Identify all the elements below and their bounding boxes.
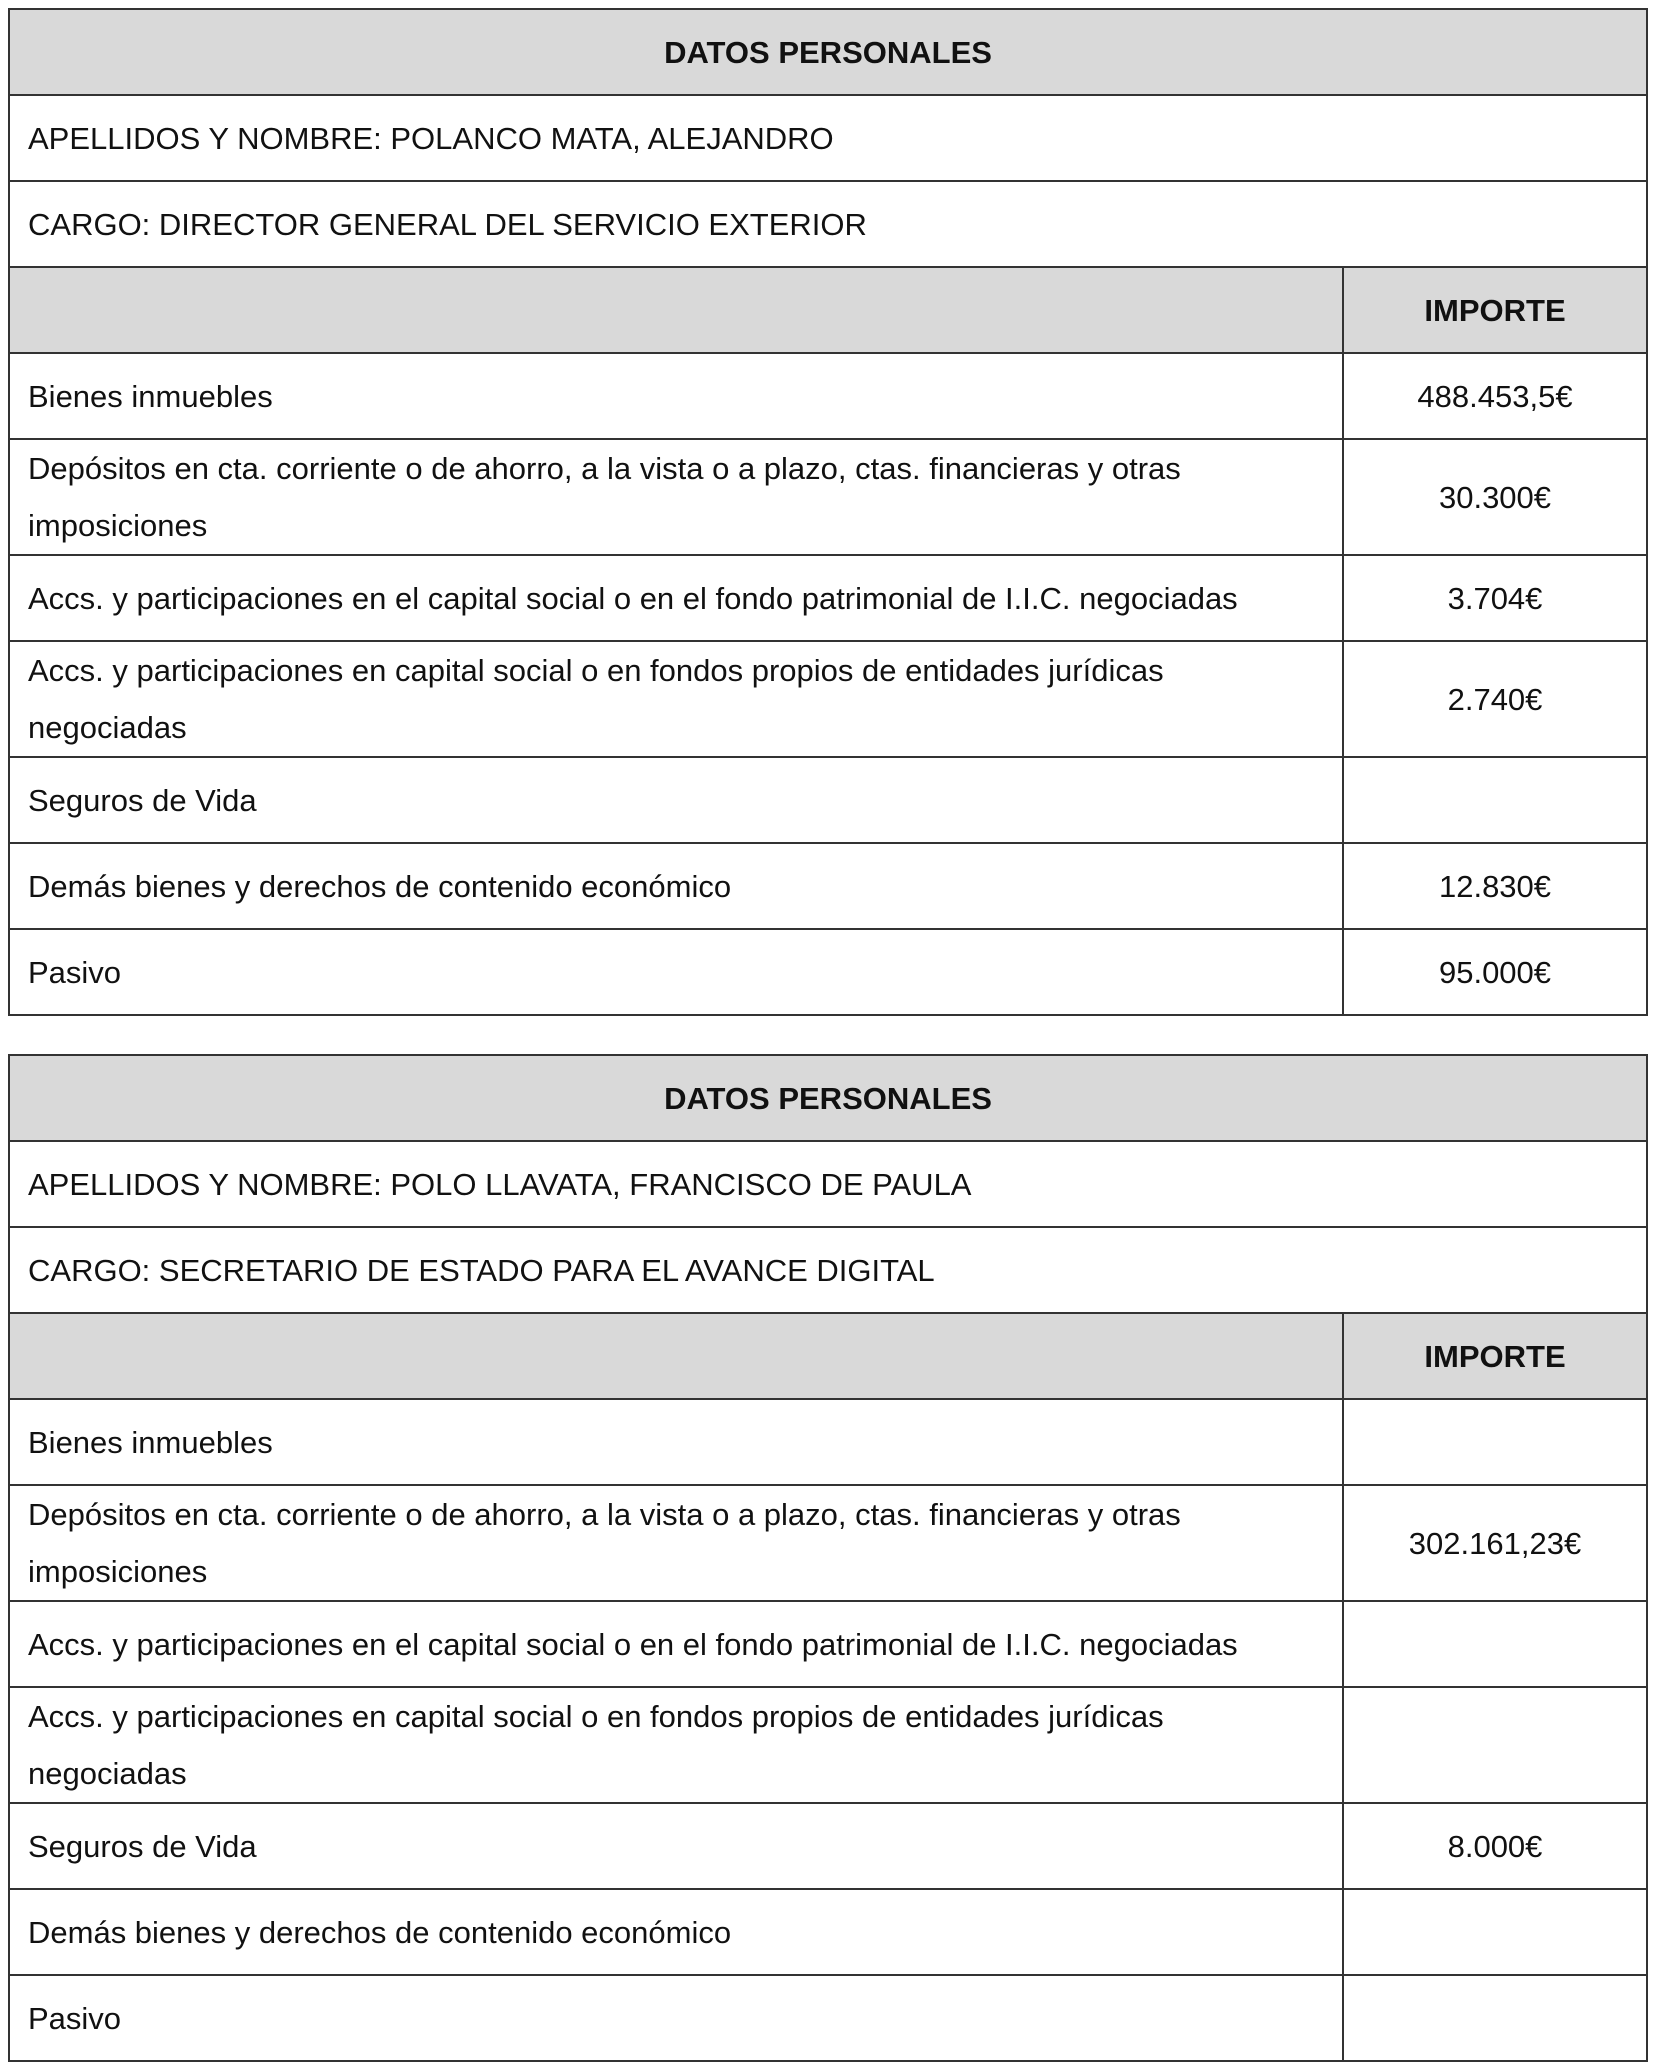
table-row: [9, 929, 1647, 1015]
row-label: Accs. y participaciones en capital social o en fondos propios de entidades jurídicas negociadas: [9, 1687, 1343, 1803]
row-amount: [1343, 1399, 1647, 1485]
table-row: [9, 1975, 1647, 2061]
row-amount: 12.830€: [1343, 843, 1647, 929]
table-row: [9, 1485, 1647, 1601]
row-label: Demás bienes y derechos de contenido económico: [9, 1889, 1343, 1975]
name-line: APELLIDOS Y NOMBRE: POLANCO MATA, ALEJANDRO: [9, 95, 1647, 181]
row-label: Seguros de Vida: [9, 757, 1343, 843]
row-amount: [1343, 757, 1647, 843]
row-amount: [1343, 1601, 1647, 1687]
row-amount: 302.161,23€: [1343, 1485, 1647, 1601]
table-row: [9, 1803, 1647, 1889]
table-row: [9, 439, 1647, 555]
position-line: CARGO: SECRETARIO DE ESTADO PARA EL AVANCE DIGITAL: [9, 1227, 1647, 1313]
table-row: [9, 843, 1647, 929]
name-line: APELLIDOS Y NOMBRE: POLO LLAVATA, FRANCISCO DE PAULA: [9, 1141, 1647, 1227]
row-amount: [1343, 1889, 1647, 1975]
row-amount: [1343, 1975, 1647, 2061]
table-row: [9, 353, 1647, 439]
table-row: [9, 555, 1647, 641]
row-label: Accs. y participaciones en capital social o en fondos propios de entidades jurídicas negociadas: [9, 641, 1343, 757]
row-label: Seguros de Vida: [9, 1803, 1343, 1889]
row-label: Pasivo: [9, 929, 1343, 1015]
concept-column-header: [9, 267, 1343, 353]
row-amount: 8.000€: [1343, 1803, 1647, 1889]
row-amount: 95.000€: [1343, 929, 1647, 1015]
row-amount: 488.453,5€: [1343, 353, 1647, 439]
row-label: Bienes inmuebles: [9, 1399, 1343, 1485]
amount-column-header: IMPORTE: [1343, 1313, 1647, 1399]
declaration-table-2: [8, 1054, 1648, 2062]
row-label: Bienes inmuebles: [9, 353, 1343, 439]
table-row: [9, 1889, 1647, 1975]
declaration-table-1: [8, 8, 1648, 1016]
row-amount: 30.300€: [1343, 439, 1647, 555]
section-title: DATOS PERSONALES: [9, 1055, 1647, 1141]
row-amount: [1343, 1687, 1647, 1803]
position-line: CARGO: DIRECTOR GENERAL DEL SERVICIO EXTERIOR: [9, 181, 1647, 267]
table-row: [9, 1601, 1647, 1687]
row-amount: 3.704€: [1343, 555, 1647, 641]
table-row: [9, 641, 1647, 757]
amount-column-header: IMPORTE: [1343, 267, 1647, 353]
row-label: Pasivo: [9, 1975, 1343, 2061]
table-row: [9, 1399, 1647, 1485]
row-label: Depósitos en cta. corriente o de ahorro, a la vista o a plazo, ctas. financieras y otras imposiciones: [9, 439, 1343, 555]
row-label: Depósitos en cta. corriente o de ahorro, a la vista o a plazo, ctas. financieras y otras imposiciones: [9, 1485, 1343, 1601]
table-row: [9, 757, 1647, 843]
row-label: Demás bienes y derechos de contenido económico: [9, 843, 1343, 929]
table-row: [9, 1687, 1647, 1803]
row-label: Accs. y participaciones en el capital social o en el fondo patrimonial de I.I.C. negociadas: [9, 1601, 1343, 1687]
section-title: DATOS PERSONALES: [9, 9, 1647, 95]
row-label: Accs. y participaciones en el capital social o en el fondo patrimonial de I.I.C. negociadas: [9, 555, 1343, 641]
concept-column-header: [9, 1313, 1343, 1399]
row-amount: 2.740€: [1343, 641, 1647, 757]
